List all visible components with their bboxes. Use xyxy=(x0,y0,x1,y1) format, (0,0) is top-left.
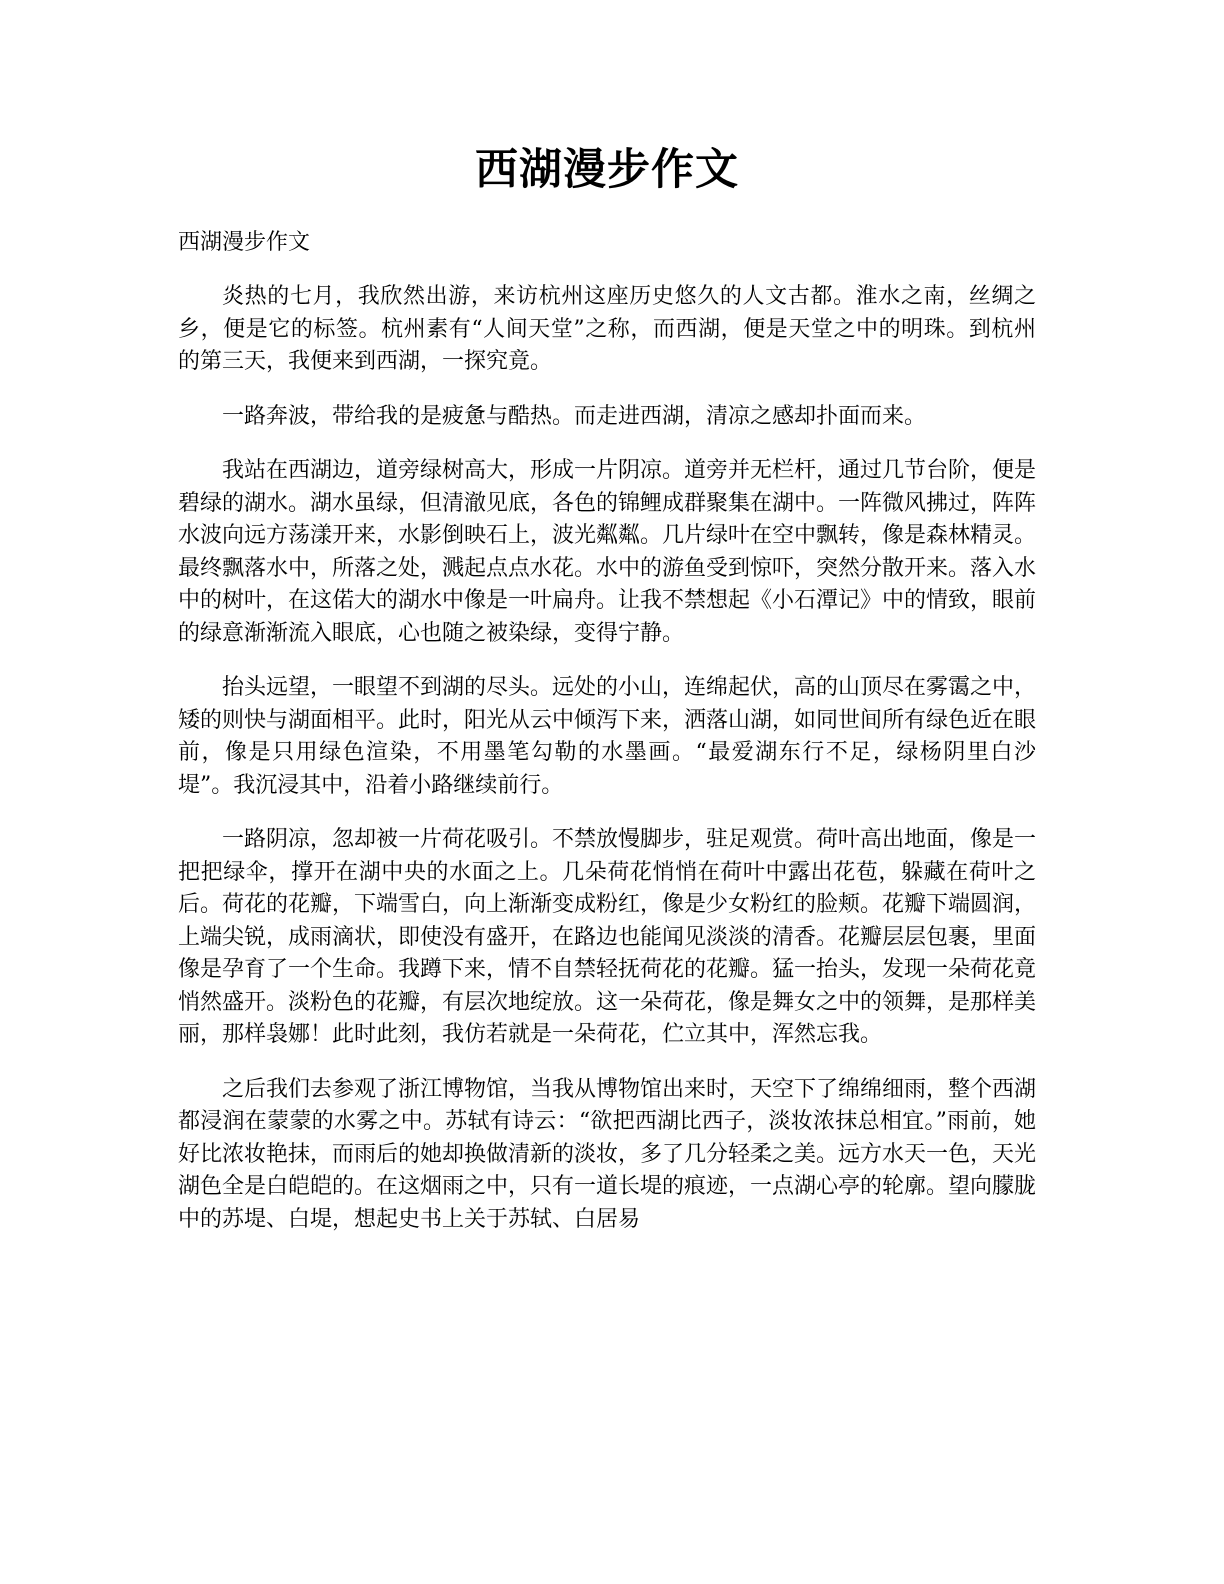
paragraph-1: 炎热的七月，我欣然出游，来访杭州这座历史悠久的人文古都。淮水之南，丝绸之乡，便是它的标签。杭州素有“人间天堂”之称，而西湖，便是天堂之中的明珠。到杭州的第三天，我便来到西湖，一探究竟。 xyxy=(178,284,1036,374)
document-title: 西湖漫步作文 xyxy=(475,145,739,195)
document-subtitle: 西湖漫步作文 xyxy=(178,230,311,255)
paragraph-4: 抬头远望，一眼望不到湖的尽头。远处的小山，连绵起伏，高的山顶尽在雾霭之中，矮的则快与湖面相平。此时，阳光从云中倾泻下来，洒落山湖，如同世间所有绿色近在眼前，像是只用绿色渲染，不用墨笔勾勒的水墨画。“最爱湖东行不足，绿杨阴里白沙堤”。我沉浸其中，沿着小路继续前行。 xyxy=(178,675,1037,798)
document-page xyxy=(178,140,1036,1236)
paragraph-5: 一路阴凉，忽却被一片荷花吸引。不禁放慢脚步，驻足观赏。荷叶高出地面，像是一把把绿伞，撑开在湖中央的水面之上。几朵荷花悄悄在荷叶中露出花苞，躲藏在荷叶之后。荷花的花瓣，下端雪白，向上渐渐变成粉红，像是少女粉红的脸颊。花瓣下端圆润，上端尖锐，成雨滴状，即使没有盛开，在路边也能闻见淡淡的清香。花瓣层层包裹，里面像是孕育了一个生命。我蹲下来，情不自禁轻抚荷花的花瓣。猛一抬头，发现一朵荷花竟悄然盛开。淡粉色的花瓣，有层次地绽放。这一朵荷花，像是舞女之中的领舞，是那样美丽，那样袅娜！此时此刻，我仿若就是一朵荷花，伫立其中，浑然忘我。 xyxy=(178,827,1037,1047)
paragraph-6: 之后我们去参观了浙江博物馆，当我从博物馆出来时，天空下了绵绵细雨，整个西湖都浸润在蒙蒙的水雾之中。苏轼有诗云：“欲把西湖比西子，淡妆浓抹总相宜。”雨前，她好比浓妆艳抹，而雨后的她却换做清新的淡妆，多了几分轻柔之美。远方水天一色，天光湖色全是白皑皑的。在这烟雨之中，只有一道长堤的痕迹，一点湖心亭的轮廓。望向朦胧中的苏堤、白堤，想起史书上关于苏轼、白居易 xyxy=(178,1076,1037,1232)
paragraph-3: 我站在西湖边，道旁绿树高大，形成一片阴凉。道旁并无栏杆，通过几节台阶，便是碧绿的湖水。湖水虽绿，但清澈见底，各色的锦鲤成群聚集在湖中。一阵微风拂过，阵阵水波向远方荡漾开来，水影倒映石上，波光粼粼。几片绿叶在空中飘转，像是森林精灵。最终飘落水中，所落之处，溅起点点水花。水中的游鱼受到惊吓，突然分散开来。落入水中的树叶，在这偌大的湖水中像是一叶扁舟。让我不禁想起《小石潭记》中的情致，眼前的绿意渐渐流入眼底，心也随之被染绿，变得宁静。 xyxy=(178,458,1037,646)
paragraph-2: 一路奔波，带给我的是疲惫与酷热。而走进西湖，清凉之感却扑面而来。 xyxy=(222,403,927,429)
